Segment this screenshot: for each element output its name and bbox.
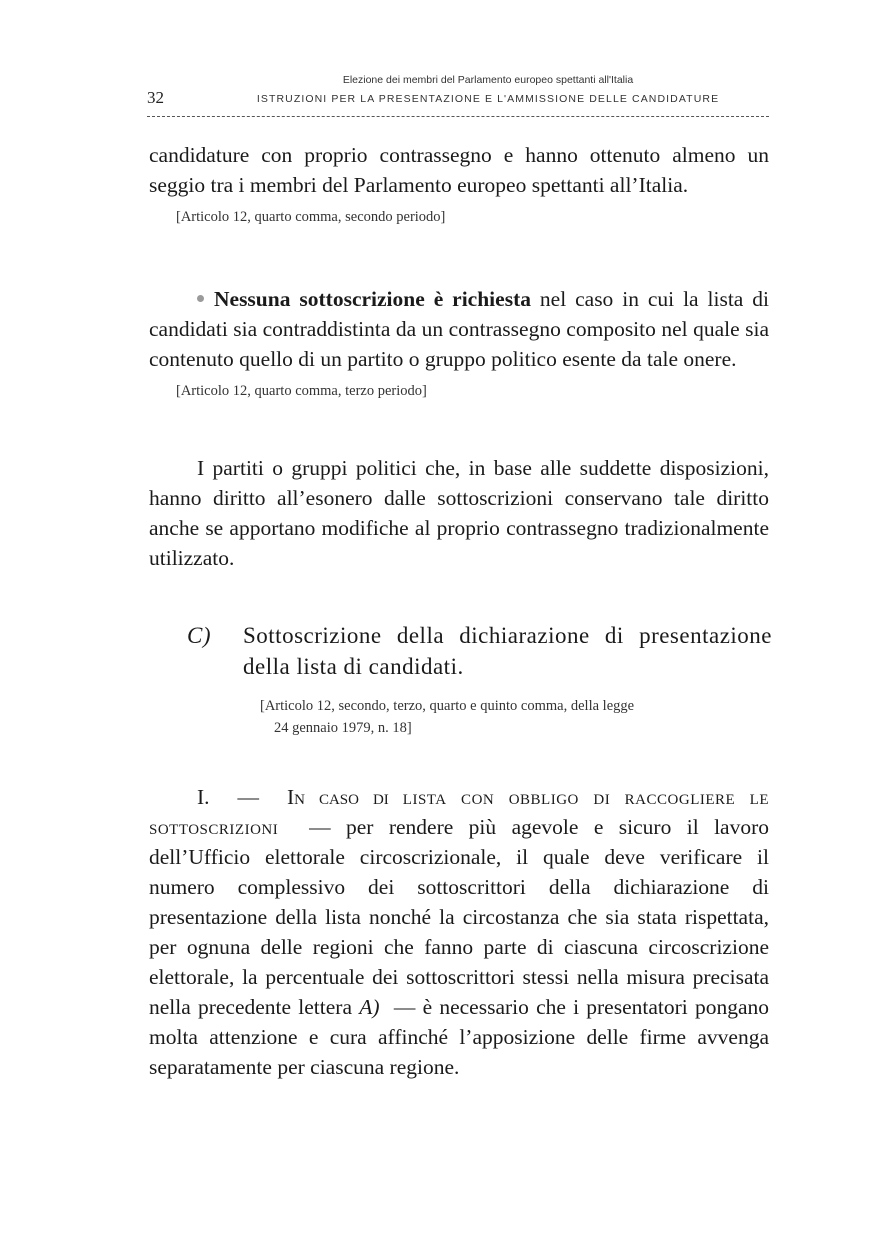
dash: — <box>309 815 331 839</box>
paragraph-1-text: candidature con proprio contrassegno e hanno ottenuto almeno un seggio tra i membri del Parlamento europeo spettanti all’Italia. <box>149 143 769 197</box>
section-citation-line2: 24 gennaio 1979, n. 18] <box>274 720 412 736</box>
section-citation <box>260 695 772 739</box>
lead-small-caps-2: lista con obbligo di raccogliere le sottoscrizioni <box>149 785 769 839</box>
running-title-line2: ISTRUZIONI PER LA PRESENTAZIONE E L'AMMISSIONE DELLE CANDIDATURE <box>256 93 720 105</box>
page-number: 32 <box>147 88 164 107</box>
bold-lead: Nessuna sottoscrizione è richiesta <box>214 287 531 311</box>
dash: — <box>237 785 260 809</box>
letter-reference: A) <box>359 995 380 1019</box>
section-heading <box>187 620 772 682</box>
header-rule <box>147 116 769 117</box>
section-citation-line1: [Articolo 12, secondo, terzo, quarto e quinto comma, della legge <box>260 698 635 714</box>
paragraph-3 <box>149 453 769 573</box>
point-I-body-2: è necessario che i presentatori pongano molta attenzione e cura affinché l’apposizione delle firme avvenga separatamente per ciascuna regione. <box>149 995 770 1079</box>
lead-small-caps-1: In caso di <box>286 785 403 809</box>
point-I-text <box>149 782 769 1082</box>
paragraph-1 <box>149 140 769 228</box>
running-title-line1: Elezione dei membri del Parlamento europeo spettanti all'Italia <box>342 74 634 86</box>
dash: — <box>393 995 416 1019</box>
point-numeral: I. <box>197 785 210 809</box>
point-I <box>149 782 769 1082</box>
paragraph-2-text <box>149 284 769 374</box>
paragraph-3-text: I partiti o gruppi politici che, in base alle suddette disposizioni, hanno diritto all’esonero dalle sottoscrizioni conservano tale diritto anche se apportano modifiche al proprio contrassegno tradizionalmente utilizzato. <box>149 456 769 570</box>
section-title: Sottoscrizione della dichiarazione di presentazione della lista di candidati. <box>243 623 772 679</box>
paragraph-2-body: nel caso in cui la lista di candidati sia contraddistinta da un contrassegno composito nel quale sia contenuto quello di un partito o gruppo politico esente da tale onere. <box>149 287 769 371</box>
paragraph-2 <box>149 284 769 402</box>
bullet-icon <box>197 295 204 302</box>
point-I-body-1: per rendere più agevole e sicuro il lavoro dell’Ufficio elettorale circoscrizionale, il quale deve verificare il numero complessivo dei sottoscrittori della dichiarazione di presentazione della lista nonché la circostanza che sia stata rispettata, per ognuna delle regioni che fanno parte di ciascuna circoscrizione elettorale, la percentuale dei sottoscrittori stessi nella misura precisata nella precedente lettera <box>149 815 770 1019</box>
section-letter: C) <box>187 623 211 648</box>
running-header <box>147 70 769 114</box>
citation-2: [Articolo 12, quarto comma, terzo periodo] <box>176 383 427 399</box>
citation-1: [Articolo 12, quarto comma, secondo periodo] <box>176 209 446 225</box>
